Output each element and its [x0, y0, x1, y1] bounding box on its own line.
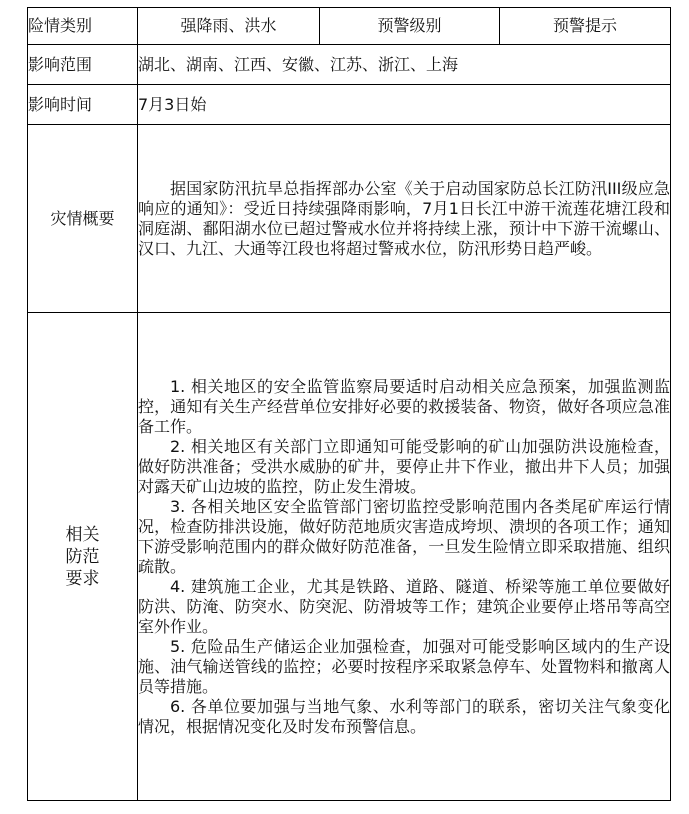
- row-disaster-summary: [28, 125, 671, 313]
- requirements-label-line1: 相关: [65, 524, 100, 545]
- requirement-item: 5. 危险品生产储运企业加强检查，加强对可能受影响区域内的生产设施、油气输送管线的监控；必要时按程序采取紧急停车、处置物料和撤离人员等措施。: [138, 636, 670, 696]
- affected-time-value: 7月3日始: [138, 85, 671, 125]
- disaster-summary-label: 灾情概要: [28, 125, 138, 313]
- requirement-item: 3. 各相关地区安全监管部门密切监控受影响范围内各类尾矿库运行情况，检查防排洪设施，做好防范地质灾害造成垮坝、溃坝的各项工作；通知下游受影响范围内的群众做好防范准备，一旦发生险情立即采取措施、组织疏散。: [138, 496, 670, 576]
- row-hazard-type: [28, 8, 671, 45]
- requirement-item: 4. 建筑施工企业，尤其是铁路、道路、隧道、桥梁等施工单位要做好防洪、防淹、防突水、防突泥、防滑坡等工作；建筑企业要停止塔吊等高空室外作业。: [138, 576, 670, 636]
- requirement-item: 6. 各单位要加强与当地气象、水利等部门的联系，密切关注气象变化情况，根据情况变化及时发布预警信息。: [138, 696, 670, 736]
- row-affected-area: [28, 45, 671, 85]
- hazard-type-label: 险情类别: [28, 8, 138, 45]
- requirements-label-line3: 要求: [65, 568, 100, 589]
- requirement-item: 2. 相关地区有关部门立即通知可能受影响的矿山加强防洪设施检查，做好防洪准备；受洪水威胁的矿井，要停止井下作业，撤出井下人员；加强对露天矿山边坡的监控，防止发生滑坡。: [138, 436, 670, 496]
- affected-area-label: 影响范围: [28, 45, 138, 85]
- affected-area-value: 湖北、湖南、江西、安徽、江苏、浙江、上海: [138, 45, 671, 85]
- row-affected-time: [28, 85, 671, 125]
- warning-level-value: 预警提示: [500, 8, 671, 45]
- requirement-item: 1. 相关地区的安全监管监察局要适时启动相关应急预案，加强监测监控，通知有关生产经营单位安排好必要的救援装备、物资，做好各项应急准备工作。: [138, 376, 670, 436]
- requirements-cell: [138, 313, 671, 801]
- warning-level-label: 预警级别: [320, 8, 500, 45]
- hazard-type-value: 强降雨、洪水: [138, 8, 320, 45]
- affected-time-label: 影响时间: [28, 85, 138, 125]
- requirements-label: [28, 313, 138, 801]
- alert-table: [27, 7, 671, 801]
- requirements-label-line2: 防范: [65, 546, 100, 567]
- row-requirements: [28, 313, 671, 801]
- disaster-summary-cell: [138, 125, 671, 313]
- disaster-summary-text: 据国家防汛抗旱总指挥部办公室《关于启动国家防总长江防汛III级应急响应的通知》：受近日持续强降雨影响，7月1日长江中游干流莲花塘江段和洞庭湖、鄱阳湖水位已超过警戒水位并将持续上涨，预计中下游干流螺山、汉口、九江、大通等江段也将超过警戒水位，防汛形势日趋严峻。: [138, 178, 670, 258]
